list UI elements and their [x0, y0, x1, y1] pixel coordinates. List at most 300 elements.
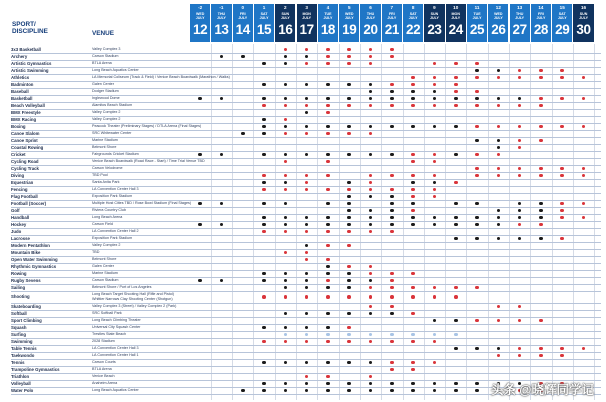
day-column-header — [424, 4, 444, 42]
event-marker — [518, 347, 522, 351]
table-row — [0, 338, 606, 345]
event-marker — [454, 83, 458, 87]
day-num-label: 9 — [433, 5, 436, 10]
day-num-label: 0 — [241, 5, 245, 10]
table-row — [0, 95, 606, 102]
event-marker — [582, 347, 586, 351]
event-marker — [454, 202, 458, 206]
event-marker — [198, 279, 202, 283]
table-row — [0, 151, 606, 158]
event-marker — [326, 389, 330, 393]
sport-name: Lacrosse — [11, 236, 30, 241]
event-marker — [390, 333, 394, 337]
event-marker — [262, 202, 266, 206]
event-marker — [475, 237, 479, 241]
event-marker — [262, 83, 266, 87]
event-marker — [347, 188, 351, 192]
day-wd-label: WED — [195, 12, 205, 16]
event-marker — [220, 202, 224, 206]
event-marker — [518, 319, 522, 323]
venue-name: LA Convention Center Hall 2 — [92, 229, 139, 233]
event-marker — [518, 216, 522, 220]
sport-name: BMX Racing — [11, 117, 37, 122]
day-num-label: 1 — [262, 5, 266, 10]
event-marker — [284, 361, 288, 365]
event-marker — [326, 340, 330, 344]
sport-name: Cycling Road — [11, 159, 39, 164]
venue-name: LA Convention Center Hall 3 — [92, 187, 139, 191]
day-column-header — [488, 4, 508, 42]
event-marker — [560, 209, 564, 213]
event-marker — [347, 83, 351, 87]
day-column-header — [382, 4, 402, 42]
event-marker — [475, 125, 479, 129]
venue-name: Marine Stadium — [92, 271, 118, 275]
event-marker — [305, 326, 309, 330]
event-marker — [497, 319, 501, 323]
venue-name: Long Beach Aquatics Center — [92, 68, 139, 72]
table-row — [0, 207, 606, 214]
event-marker — [560, 97, 564, 101]
event-marker — [347, 48, 351, 52]
event-marker — [433, 97, 437, 101]
event-marker — [497, 347, 501, 351]
event-marker — [326, 160, 330, 164]
event-marker — [326, 286, 330, 290]
sport-name: Archery — [11, 54, 28, 59]
venue-name: Belmont Shore / Port of Los Angeles — [92, 285, 152, 289]
event-marker — [198, 223, 202, 227]
event-marker — [411, 223, 415, 227]
event-marker — [433, 76, 437, 80]
event-marker — [411, 333, 415, 337]
event-marker — [305, 125, 309, 129]
table-row — [0, 179, 606, 186]
event-marker — [454, 347, 458, 351]
sport-name: Taekwondo — [11, 353, 35, 358]
event-marker — [560, 69, 564, 73]
event-marker — [497, 216, 501, 220]
sport-name: Cricket — [11, 152, 26, 157]
day-dt-label: 29 — [555, 22, 570, 37]
event-marker — [497, 174, 501, 178]
event-marker — [284, 104, 288, 108]
event-marker — [347, 223, 351, 227]
event-marker — [390, 48, 394, 52]
event-marker — [326, 174, 330, 178]
event-marker — [326, 132, 330, 136]
event-marker — [369, 174, 373, 178]
event-marker — [326, 382, 330, 386]
event-marker — [262, 272, 266, 276]
day-dt-label: 23 — [427, 22, 442, 37]
event-marker — [390, 368, 394, 372]
event-marker — [305, 389, 309, 393]
venue-name: BTLA Arena — [92, 61, 112, 65]
event-marker — [433, 340, 437, 344]
event-marker — [305, 153, 309, 157]
event-marker — [347, 389, 351, 393]
event-marker — [305, 55, 309, 59]
table-row — [0, 331, 606, 338]
event-marker — [369, 333, 373, 337]
event-marker — [390, 230, 394, 234]
event-marker — [582, 97, 586, 101]
event-marker — [411, 216, 415, 220]
venue-name: Carson Field — [92, 222, 113, 226]
event-marker — [369, 97, 373, 101]
day-wd-label: SAT — [558, 12, 566, 16]
event-marker — [518, 354, 522, 358]
event-marker — [326, 55, 330, 59]
day-num-label: 8 — [411, 5, 415, 10]
event-marker — [390, 55, 394, 59]
event-marker — [284, 125, 288, 129]
table-row — [0, 324, 606, 331]
event-marker — [454, 153, 458, 157]
table-row — [0, 303, 606, 310]
venue-name: Trestles State Beach — [92, 332, 127, 336]
event-marker — [347, 209, 351, 213]
event-marker — [518, 69, 522, 73]
table-row — [0, 46, 606, 53]
event-marker — [411, 153, 415, 157]
event-marker — [347, 216, 351, 220]
event-marker — [539, 216, 543, 220]
event-marker — [262, 174, 266, 178]
sport-name: Water Polo — [11, 388, 34, 393]
day-dt-label: 16 — [278, 22, 293, 37]
sport-name: Tennis — [11, 360, 25, 365]
event-marker — [497, 237, 501, 241]
event-marker — [369, 104, 373, 108]
event-marker — [411, 181, 415, 185]
event-marker — [369, 279, 373, 283]
table-row — [0, 102, 606, 109]
event-marker — [284, 153, 288, 157]
day-num-label: 15 — [559, 5, 565, 10]
day-mo-label: JULY — [366, 16, 375, 20]
day-dt-label: 30 — [576, 22, 591, 37]
event-marker — [347, 104, 351, 108]
sport-name: Mountain Bike — [11, 250, 41, 255]
event-marker — [305, 361, 309, 365]
event-marker — [284, 340, 288, 344]
sport-name: Sport Climbing — [11, 318, 42, 323]
sport-name: BMX Freestyle — [11, 110, 41, 115]
event-marker — [326, 375, 330, 379]
event-marker — [390, 223, 394, 227]
event-marker — [284, 132, 288, 136]
sport-name: Boxing — [11, 124, 26, 129]
event-marker — [475, 347, 479, 351]
event-marker — [390, 361, 394, 365]
event-marker — [369, 389, 373, 393]
sport-name: Canoe Slalom — [11, 131, 40, 136]
table-row — [0, 130, 606, 137]
event-marker — [284, 62, 288, 66]
event-marker — [305, 174, 309, 178]
event-marker — [475, 286, 479, 290]
table-row — [0, 123, 606, 130]
sport-name: Handball — [11, 215, 30, 220]
event-marker — [539, 354, 543, 358]
event-marker — [326, 83, 330, 87]
event-marker — [411, 272, 415, 276]
event-marker — [454, 104, 458, 108]
event-marker — [326, 361, 330, 365]
day-mo-label: JULY — [217, 16, 226, 20]
event-marker — [305, 244, 309, 248]
event-marker — [284, 286, 288, 290]
venue-name: Belmont Shore — [92, 257, 117, 261]
day-column-header — [233, 4, 253, 42]
event-marker — [305, 83, 309, 87]
event-marker — [475, 389, 479, 393]
event-marker — [369, 90, 373, 94]
event-marker — [284, 188, 288, 192]
event-marker — [262, 62, 266, 66]
event-marker — [518, 305, 522, 309]
venue-name: Galen Center — [92, 264, 114, 268]
day-dt-label: 27 — [512, 22, 527, 37]
event-marker — [390, 83, 394, 87]
event-marker — [326, 111, 330, 115]
event-marker — [262, 223, 266, 227]
event-marker — [411, 389, 415, 393]
venue-name: Inglewood Dome — [92, 96, 120, 100]
event-marker — [390, 174, 394, 178]
event-marker — [539, 167, 543, 171]
event-marker — [347, 125, 351, 129]
event-marker — [369, 230, 373, 234]
event-marker — [347, 195, 351, 199]
sport-name: Skateboarding — [11, 304, 41, 309]
day-dt-label: 22 — [406, 22, 421, 37]
event-marker — [518, 209, 522, 213]
table-row — [0, 200, 606, 207]
event-marker — [326, 326, 330, 330]
sport-name: Diving — [11, 173, 25, 178]
event-marker — [347, 202, 351, 206]
event-marker — [497, 209, 501, 213]
event-marker — [326, 188, 330, 192]
table-row — [0, 81, 606, 88]
event-marker — [497, 223, 501, 227]
event-marker — [347, 97, 351, 101]
day-dt-label: 19 — [342, 22, 357, 37]
event-marker — [411, 361, 415, 365]
event-marker — [305, 111, 309, 115]
day-mo-label: JULY — [195, 16, 205, 20]
event-marker — [497, 146, 501, 150]
event-marker — [369, 312, 373, 316]
venue-name: LA Convention Center Hall 3 — [92, 346, 139, 350]
table-row — [0, 214, 606, 221]
event-marker — [326, 265, 330, 269]
sport-name: Beach Volleyball — [11, 103, 45, 108]
event-marker — [390, 104, 394, 108]
event-marker — [262, 295, 266, 299]
day-wd-label: MON — [302, 12, 311, 16]
table-row — [0, 366, 606, 373]
event-marker — [369, 83, 373, 87]
venue-name: Carson Stadium — [92, 54, 119, 58]
event-marker — [454, 90, 458, 94]
event-marker — [369, 272, 373, 276]
event-marker — [454, 223, 458, 227]
day-column-header — [318, 4, 338, 42]
event-marker — [262, 326, 266, 330]
event-marker — [262, 361, 266, 365]
event-marker — [369, 216, 373, 220]
event-marker — [369, 55, 373, 59]
event-marker — [390, 209, 394, 213]
venue-name: Venice Beach Boardwalk (Road Race - Start) / Time Trial Venue TBD — [92, 159, 205, 163]
event-marker — [369, 265, 373, 269]
event-marker — [560, 125, 564, 129]
event-marker — [454, 125, 458, 129]
sport-name: Football (Soccer) — [11, 201, 47, 206]
event-marker — [560, 167, 564, 171]
event-marker — [411, 340, 415, 344]
venue-name: Alamitos Beach Stadium — [92, 103, 133, 107]
venue-name: Valley Complex 2 — [92, 110, 121, 114]
event-marker — [433, 361, 437, 365]
event-marker — [198, 97, 202, 101]
day-column-header — [360, 4, 380, 42]
sport-header-label: SPORT/ DISCIPLINE — [12, 21, 48, 35]
table-row — [0, 317, 606, 324]
table-row — [0, 352, 606, 359]
event-marker — [262, 230, 266, 234]
day-dt-label: 25 — [469, 22, 485, 37]
event-marker — [433, 389, 437, 393]
event-marker — [305, 286, 309, 290]
event-marker — [475, 319, 479, 323]
venue-name: Exposition Park Stadium — [92, 194, 133, 198]
day-num-label: 5 — [347, 5, 351, 10]
event-marker — [433, 319, 437, 323]
day-num-label: 3 — [305, 5, 308, 10]
event-marker — [475, 76, 479, 80]
event-marker — [284, 389, 288, 393]
watermark-text: 头条 @晓辉同学记 — [490, 383, 594, 397]
event-marker — [454, 76, 458, 80]
day-mo-label: JULY — [557, 16, 567, 20]
event-marker — [433, 295, 437, 299]
event-marker — [241, 132, 245, 136]
event-marker — [220, 153, 224, 157]
table-row — [0, 284, 606, 291]
event-marker — [369, 295, 373, 299]
event-marker — [411, 209, 415, 213]
sport-name: Squash — [11, 325, 27, 330]
day-wd-label: TUE — [324, 12, 332, 16]
event-marker — [198, 202, 202, 206]
day-mo-label: JULY — [430, 16, 439, 20]
sport-name: Hockey — [11, 222, 27, 227]
event-marker — [220, 55, 224, 59]
event-marker — [411, 312, 415, 316]
day-num-label: 11 — [474, 5, 480, 10]
event-marker — [284, 97, 288, 101]
event-marker — [411, 104, 415, 108]
event-marker — [369, 223, 373, 227]
event-marker — [284, 48, 288, 52]
event-marker — [369, 286, 373, 290]
table-row — [0, 249, 606, 256]
sport-name: Softball — [11, 311, 27, 316]
event-marker — [475, 153, 479, 157]
sport-name: Fencing — [11, 187, 28, 192]
event-marker — [518, 202, 522, 206]
event-marker — [454, 389, 458, 393]
event-marker — [305, 216, 309, 220]
event-marker — [454, 216, 458, 220]
event-marker — [390, 286, 394, 290]
sport-name: Open Water Swimming — [11, 257, 58, 262]
table-row — [0, 88, 606, 95]
day-wd-label: FRI — [388, 12, 395, 16]
venue-name: SRC Whitewater Center — [92, 131, 132, 135]
day-mo-label: JULY — [451, 16, 461, 20]
event-marker — [497, 97, 501, 101]
event-marker — [284, 326, 288, 330]
day-num-label: 14 — [538, 5, 544, 10]
event-marker — [326, 244, 330, 248]
day-column-header — [403, 4, 423, 42]
event-marker — [539, 76, 543, 80]
event-marker — [560, 202, 564, 206]
event-marker — [475, 167, 479, 171]
event-marker — [390, 202, 394, 206]
sport-name: Flag Football — [11, 194, 38, 199]
event-marker — [326, 258, 330, 262]
event-marker — [433, 160, 437, 164]
venue-name: Carson Velodrome — [92, 166, 123, 170]
event-marker — [560, 76, 564, 80]
event-marker — [390, 272, 394, 276]
event-marker — [305, 295, 309, 299]
venue-name: Peacock Theater (Preliminary Stages) / DTLA Arena (Final Stages) — [92, 124, 202, 128]
event-marker — [411, 174, 415, 178]
event-marker — [284, 223, 288, 227]
event-marker — [326, 230, 330, 234]
table-row — [0, 165, 606, 172]
event-marker — [220, 279, 224, 283]
event-marker — [390, 312, 394, 316]
venue-name: Long Beach Climbing Theater — [92, 318, 141, 322]
venue-name: Valley Complex 3 — [92, 47, 121, 51]
day-num-label: -2 — [198, 5, 203, 10]
event-marker — [497, 305, 501, 309]
header-band — [0, 0, 606, 44]
event-marker — [347, 361, 351, 365]
event-marker — [411, 286, 415, 290]
event-marker — [347, 295, 351, 299]
event-marker — [347, 181, 351, 185]
event-marker — [284, 279, 288, 283]
event-marker — [497, 104, 501, 108]
event-marker — [411, 202, 415, 206]
event-marker — [390, 305, 394, 309]
venue-name: LA Convention Center Hall 1 — [92, 353, 139, 357]
table-row — [0, 235, 606, 242]
venue-name: Multiple Host Cities TBD / Rose Bowl Stadium (Final Stages) — [92, 201, 192, 205]
table-row — [0, 270, 606, 277]
event-marker — [347, 272, 351, 276]
